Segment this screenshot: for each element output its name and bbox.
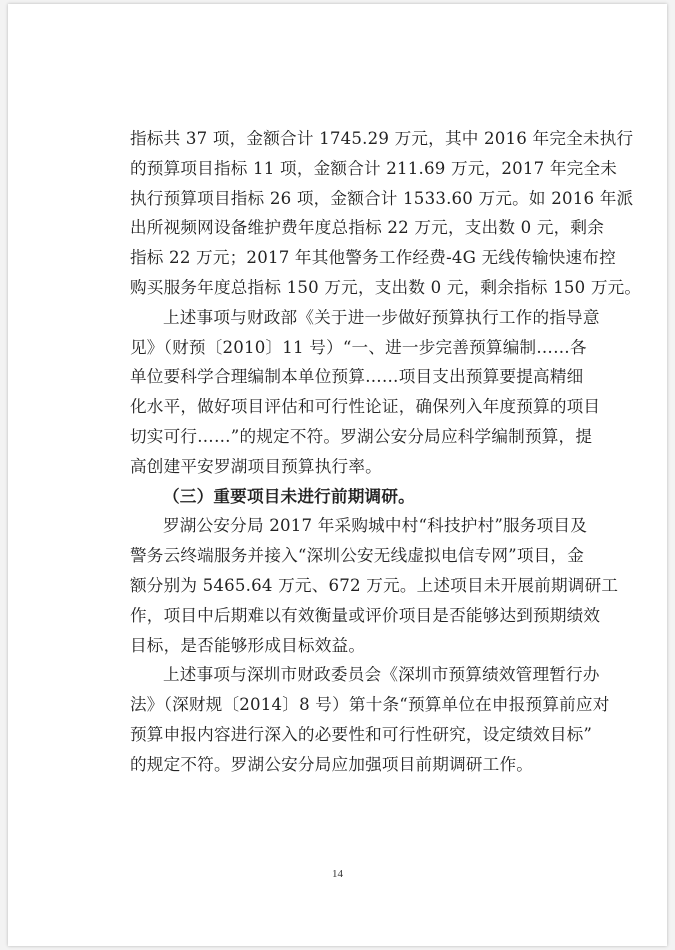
text-line: 警务云终端服务并接入“深圳公安无线虚拟电信专网”项目，金 — [130, 546, 585, 566]
paragraph-first-line: 罗湖公安分局 2017 年采购城中村“科技护村”服务项目及 — [163, 516, 588, 536]
text-line: 购买服务年度总指标 150 万元，支出数 0 元，剩余指标 150 万元。 — [130, 277, 642, 297]
text-line: 出所视频网设备维护费年度总指标 22 万元，支出数 0 元，剩余 — [130, 218, 605, 238]
text-line: 切实可行……”的规定不符。罗湖公安分局应科学编制预算，提 — [130, 426, 593, 446]
text-line: 执行预算项目指标 26 项，金额合计 1533.60 万元。如 2016 年派 — [130, 188, 634, 208]
text-line: 指标共 37 项，金额合计 1745.29 万元，其中 2016 年完全未执行 — [130, 129, 634, 148]
text-line: 预算申报内容进行深入的必要性和可行性研究，设定绩效目标” — [130, 724, 593, 744]
text-line: 见》（财预〔2010〕11 号）“一、进一步完善预算编制……各 — [130, 337, 587, 357]
paragraph-first-line: 上述事项与深圳市财政委员会《深圳市预算绩效管理暂行办 — [163, 665, 600, 685]
document-page — [8, 4, 667, 946]
section-heading: （三）重要项目未进行前期调研。 — [163, 485, 415, 506]
body-text — [130, 124, 642, 780]
text-line: 法》（深财规〔2014〕8 号）第十条“预算单位在申报预算前应对 — [130, 695, 610, 715]
text-line: 额分别为 5465.64 万元、672 万元。上述项目未开展前期调研工 — [130, 575, 619, 595]
text-line: 单位要科学合理编制本单位预算……项目支出预算要提高精细 — [130, 367, 584, 387]
text-line: 目标，是否能够形成目标效益。 — [130, 635, 366, 655]
text-line: 高创建平安罗湖项目预算执行率。 — [130, 456, 382, 476]
text-line: 指标 22 万元；2017 年其他警务工作经费-4G 无线传输快速布控 — [130, 248, 616, 268]
text-line: 化水平，做好项目评估和可行性论证，确保列入年度预算的项目 — [130, 397, 601, 417]
text-line: 作，项目中后期难以有效衡量或评价项目是否能够达到预期绩效 — [130, 605, 601, 625]
page-number: 14 — [332, 868, 343, 880]
text-line: 的预算项目指标 11 项，金额合计 211.69 万元，2017 年完全未 — [130, 158, 618, 178]
paragraph-first-line: 上述事项与财政部《关于进一步做好预算执行工作的指导意 — [163, 307, 600, 327]
text-line: 的规定不符。罗湖公安分局应加强项目前期调研工作。 — [130, 754, 534, 774]
